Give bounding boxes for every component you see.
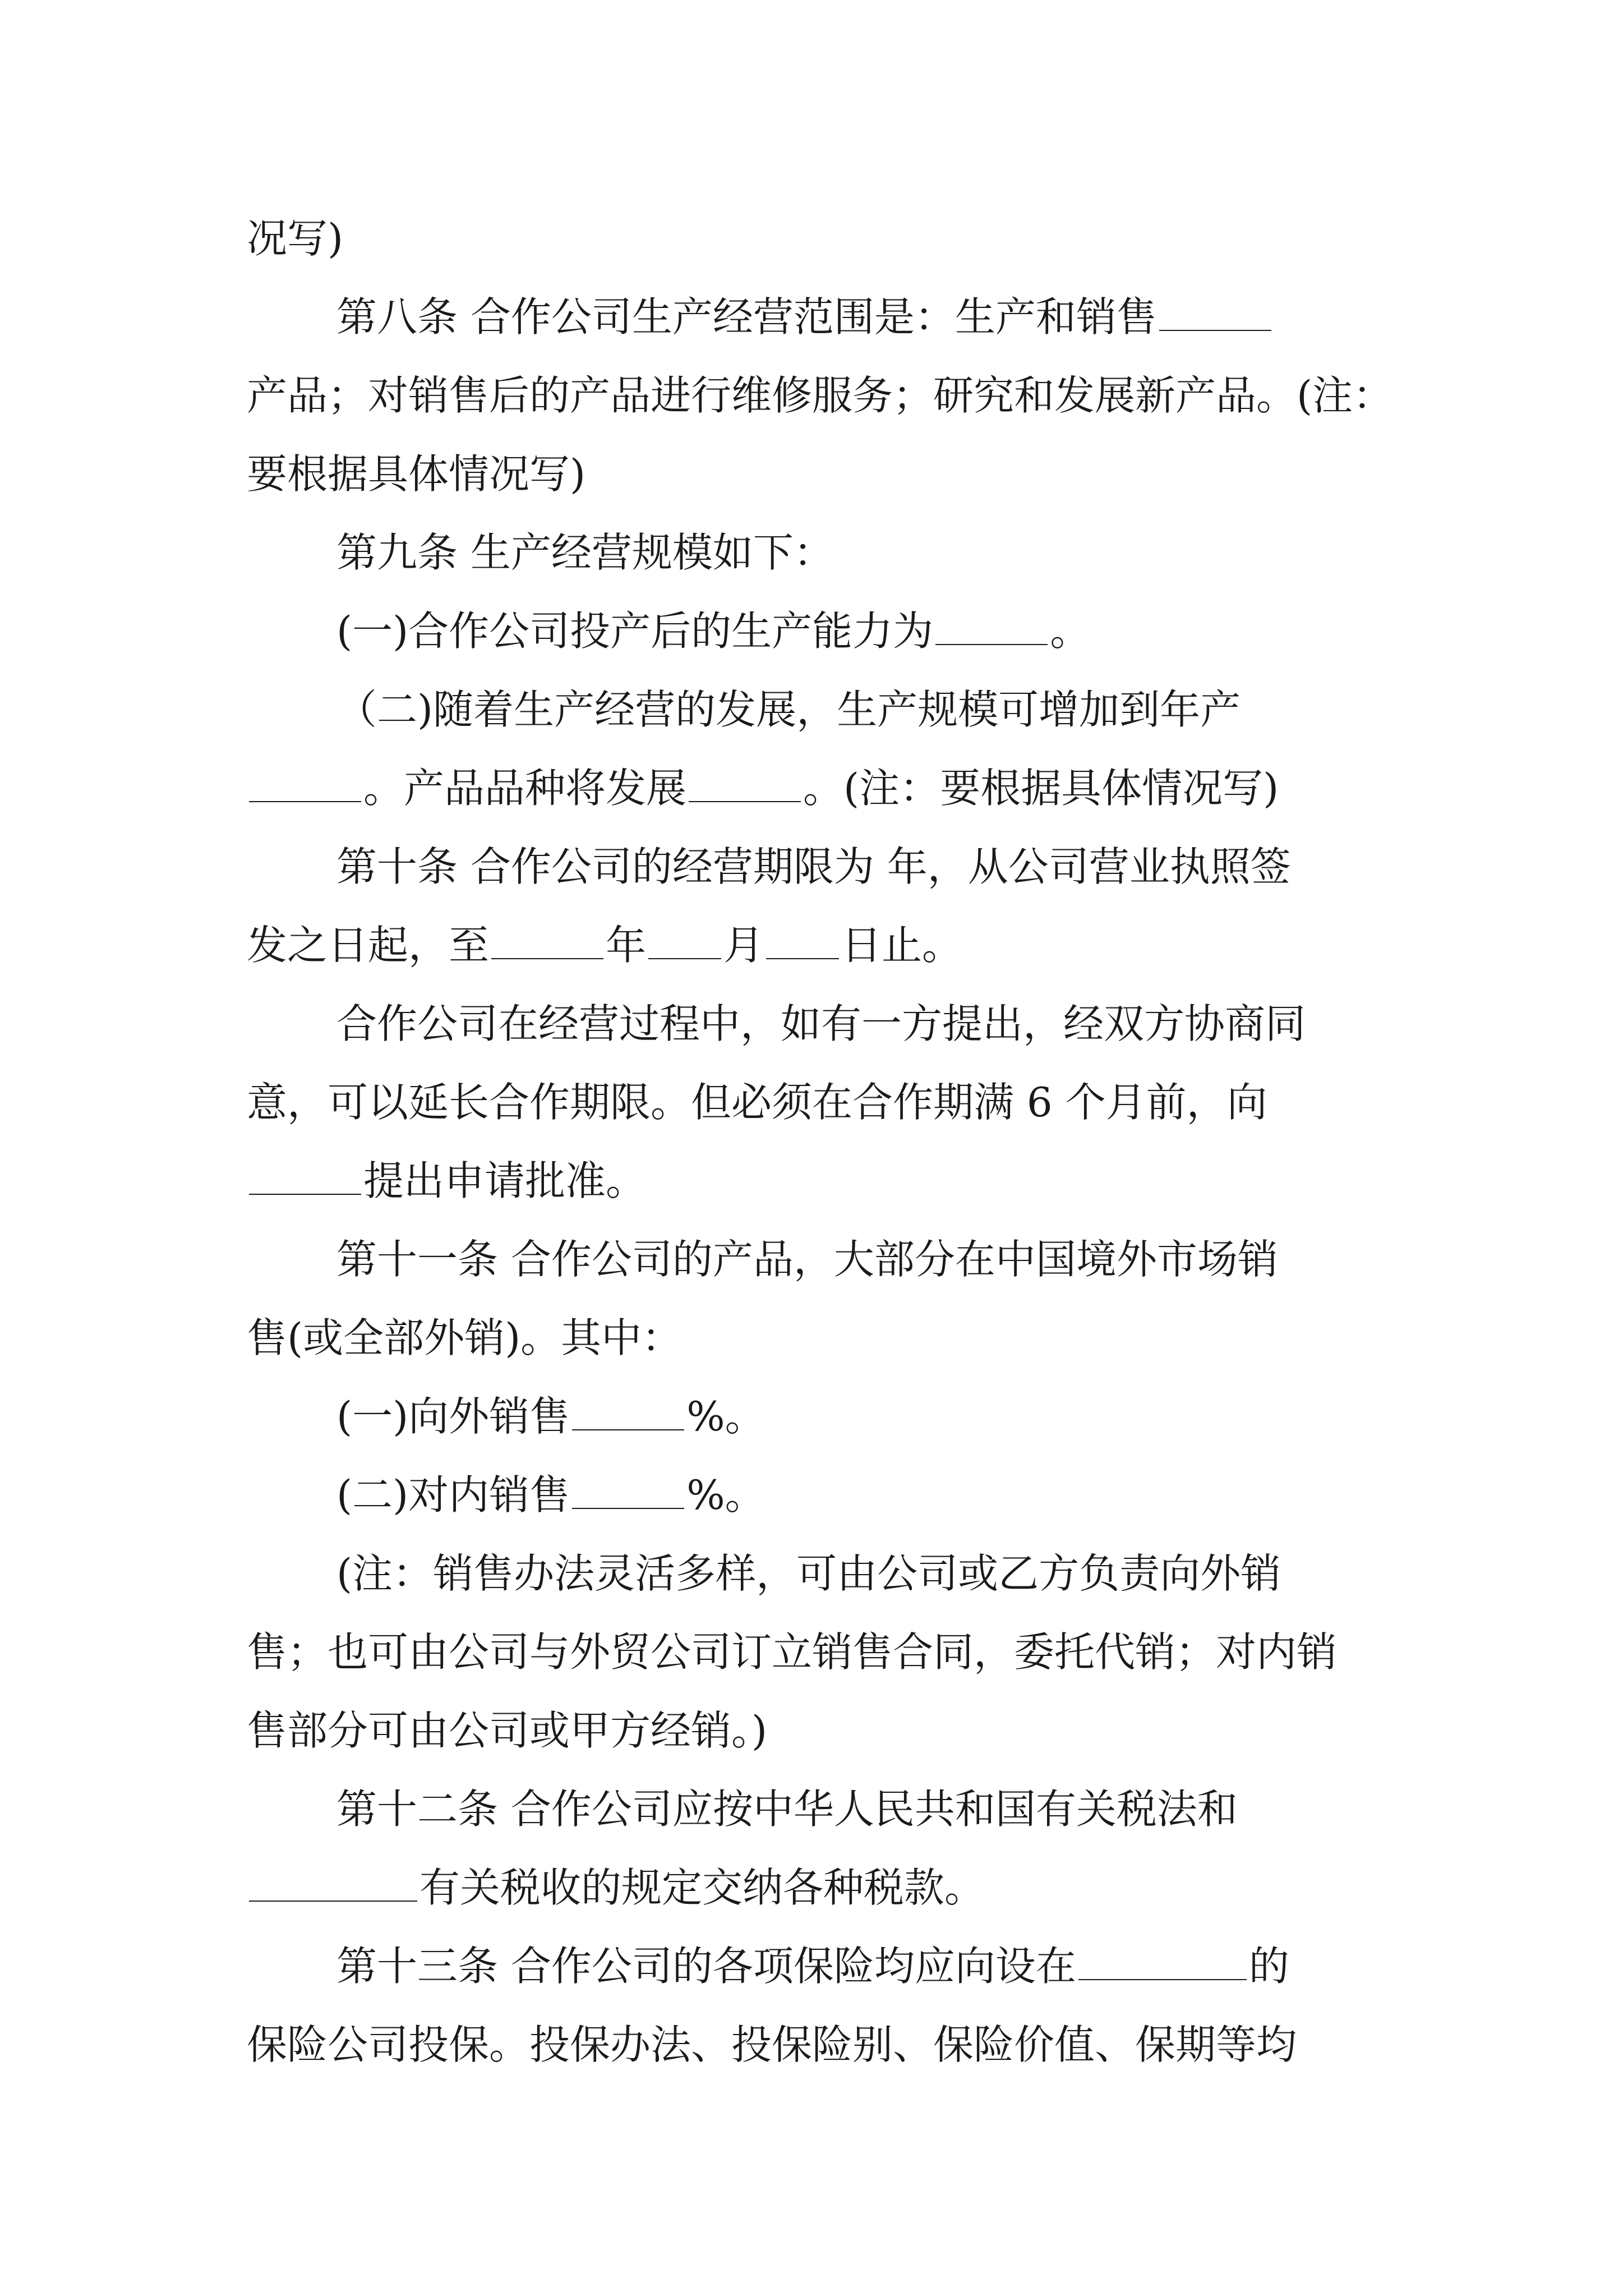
fill-blank bbox=[689, 795, 801, 802]
text: 况写) bbox=[247, 215, 344, 262]
list-item bbox=[336, 1386, 1492, 1447]
text-line bbox=[247, 208, 1402, 269]
fill-blank bbox=[1078, 1973, 1247, 1980]
text: 日止。 bbox=[841, 922, 963, 969]
fill-blank bbox=[766, 953, 839, 959]
text: 产品；对销售后的产品进行维修服务；研究和发展新产品。(注： bbox=[247, 372, 1394, 419]
article-8-heading bbox=[336, 286, 1492, 348]
article-10-heading bbox=[336, 836, 1492, 898]
fill-blank bbox=[249, 1188, 361, 1195]
text-line bbox=[247, 1700, 1402, 1761]
text-line bbox=[247, 914, 1402, 976]
text-line bbox=[247, 443, 1402, 505]
list-item bbox=[336, 1464, 1492, 1526]
text-line bbox=[247, 757, 1402, 819]
text: 。产品品种将发展 bbox=[363, 765, 687, 812]
text: (一)合作公司投产后的生产能力为 bbox=[336, 608, 934, 655]
text: 提出申请批准。 bbox=[363, 1157, 647, 1204]
list-item bbox=[336, 679, 1492, 740]
article-13-heading bbox=[336, 1935, 1492, 1997]
text: 。(注：要根据具体情况写) bbox=[803, 765, 1279, 812]
text-line bbox=[247, 1307, 1402, 1369]
text: 要根据具体情况写) bbox=[247, 450, 586, 498]
text-line bbox=[247, 1621, 1402, 1683]
article-9-heading bbox=[336, 522, 1492, 583]
fill-blank bbox=[648, 953, 721, 959]
text-line bbox=[247, 365, 1402, 426]
fill-blank bbox=[572, 1502, 684, 1509]
text: 第八条 合作公司生产经营范围是：生产和销售 bbox=[336, 293, 1157, 341]
text: 第十条 合作公司的经营期限为 年，从公司营业执照签 bbox=[336, 843, 1291, 890]
text: 发之日起，至 bbox=[247, 922, 490, 969]
text: %。 bbox=[686, 1393, 766, 1440]
fill-blank bbox=[1159, 324, 1271, 331]
text: （二)随着生产经营的发展，生产规模可增加到年产 bbox=[336, 686, 1241, 733]
text: 合作公司在经营过程中，如有一方提出，经双方协商同 bbox=[336, 1000, 1306, 1047]
text: 第十三条 合作公司的各项保险均应向设在 bbox=[336, 1943, 1076, 1990]
text-line bbox=[247, 2014, 1402, 2076]
text: 售(或全部外销)。其中： bbox=[247, 1314, 683, 1361]
note bbox=[336, 1543, 1492, 1604]
text: 年 bbox=[606, 922, 647, 969]
text-line bbox=[247, 1857, 1402, 1918]
fill-blank bbox=[249, 795, 361, 802]
text: 保险公司投保。投保办法、投保险别、保险价值、保期等均 bbox=[247, 2021, 1297, 2068]
text: 。 bbox=[1050, 608, 1091, 655]
text: 意，可以延长合作期限。但必须在合作期满 6 个月前，向 bbox=[247, 1079, 1267, 1126]
text: 售；也可由公司与外贸公司订立销售合同，委托代销；对内销 bbox=[247, 1628, 1338, 1676]
fill-blank bbox=[249, 1895, 417, 1902]
fill-blank bbox=[491, 953, 603, 959]
text: 的 bbox=[1248, 1943, 1289, 1990]
text: %。 bbox=[686, 1471, 766, 1519]
text: (二)对内销售 bbox=[336, 1471, 570, 1519]
text: 第十一条 合作公司的产品，大部分在中国境外市场销 bbox=[336, 1236, 1278, 1283]
text: 月 bbox=[723, 922, 764, 969]
list-item bbox=[336, 600, 1492, 662]
article-11-heading bbox=[336, 1228, 1492, 1290]
text: 售部分可由公司或甲方经销。) bbox=[247, 1707, 768, 1754]
fill-blank bbox=[572, 1424, 684, 1430]
article-12-heading bbox=[336, 1778, 1492, 1840]
fill-blank bbox=[935, 638, 1048, 645]
text: 第九条 生产经营规模如下： bbox=[336, 529, 834, 576]
text: 第十二条 合作公司应按中华人民共和国有关税法和 bbox=[336, 1786, 1238, 1833]
text-line bbox=[247, 1071, 1402, 1133]
text: (注：销售办法灵活多样，可由公司或乙方负责向外销 bbox=[336, 1550, 1281, 1597]
text-line bbox=[247, 1150, 1402, 1212]
text-line bbox=[336, 993, 1492, 1055]
text: (一)向外销售 bbox=[336, 1393, 570, 1440]
text: 有关税收的规定交纳各种税款。 bbox=[419, 1864, 985, 1911]
